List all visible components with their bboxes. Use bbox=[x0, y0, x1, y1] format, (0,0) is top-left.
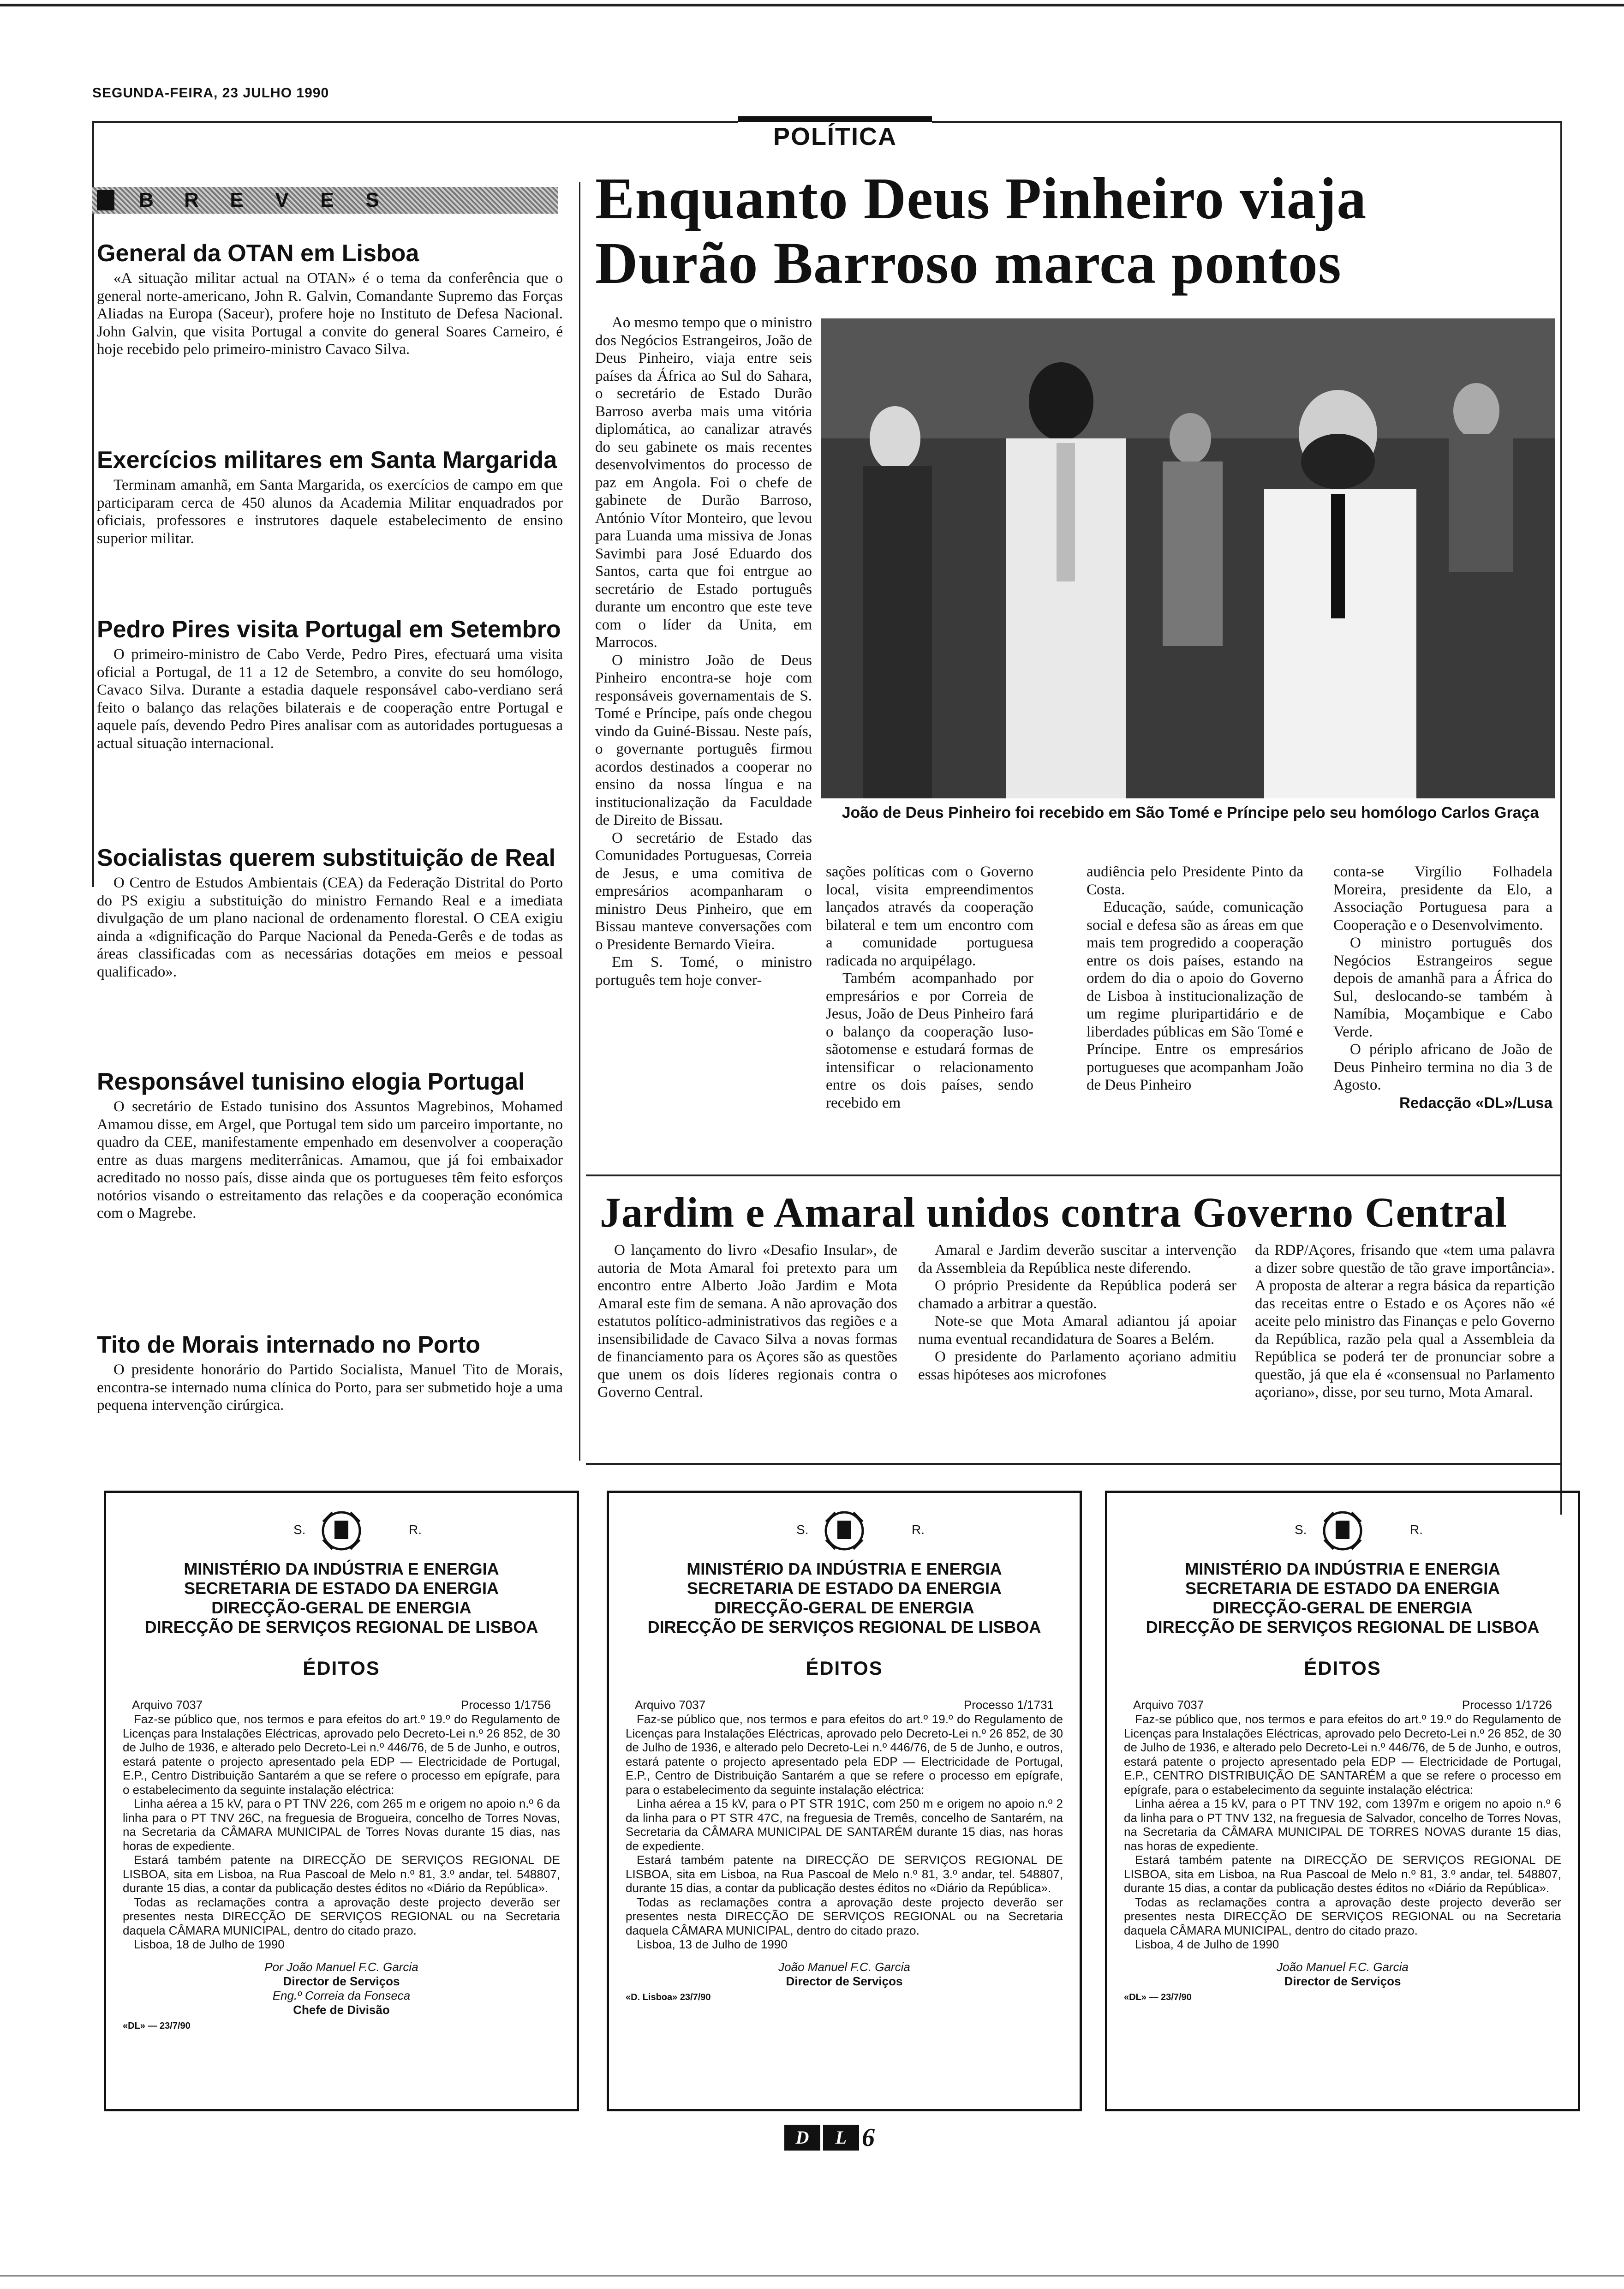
notice-signature bbox=[626, 1960, 1063, 1989]
signature-line: Por João Manuel F.C. Garcia bbox=[264, 1959, 418, 1974]
article-paragraph: O lançamento do livro «Desafio Insular», de autoria de Mota Amaral foi pretexto para um encontro entre Alberto João Jardim e Mota Amaral este fim de semana. A não aprovação dos estatutos político-administrativos das regiões e a insensibilidade de Cavaco Silva a novas formas de financiamento para os Açores são as questões que unem os dois líderes regionais contra o Governo Central. bbox=[597, 1242, 897, 1401]
article-paragraph: Ao mesmo tempo que o ministro dos Negócios Estrangeiros, João de Deus Pinheiro, viaja entre seis países da África ao Sul do Sahara, o secretário de Estado Durão Barroso averba mais uma vitória diplomática, ao canalizar através do seu gabinete os mais recentes desenvolvimentos do processo de paz em Angola. Foi o chefe de gabinete de Durão Barroso, António Vítor Monteiro, que levou para Luanda uma missiva de Jonas Savimbi para José Eduardo dos Santos, carta que foi entrgue ao secretário de Estado português durante um encontro que este teve com o líder da Unita, em Marrocos. bbox=[595, 314, 812, 651]
article-paragraph: Em S. Tomé, o ministro português tem hoje conver- bbox=[595, 954, 812, 989]
main-headline-line-1: Enquanto Deus Pinheiro viaja bbox=[595, 166, 1367, 231]
process-number: Processo 1/1731 bbox=[963, 1698, 1054, 1712]
article-paragraph: sações políticas com o Governo local, visita empreendimentos lançados através da cooperação bilateral e tem um encontro com a comunidade portuguesa radicada no arquipélago. bbox=[826, 863, 1033, 969]
notice-r-mark: R. bbox=[1410, 1522, 1423, 1537]
second-article-column-2 bbox=[918, 1241, 1236, 1384]
article-paragraph: Amaral e Jardim deverão suscitar a intervenção da Assembleia da República neste diferendo. bbox=[918, 1242, 1236, 1276]
notice-date: Lisboa, 18 de Julho de 1990 bbox=[134, 1937, 285, 1951]
article-paragraph: audiência pelo Presidente Pinto da Costa. bbox=[1087, 863, 1303, 898]
breves-letter: R bbox=[184, 189, 199, 211]
main-article-column-4 bbox=[1333, 863, 1552, 1112]
article-paragraph: Educação, saúde, comunicação social e defesa são as áreas em que mais tem progredido a cooperação entre os dois países, estando na ordem do dia o apoio do Governo de Lisboa à institucionalização de um regime pluripartidário e de liberdades públicas em São Tomé e Príncipe. Entre os empresários portugueses que acompanham João de Deus Pinheiro bbox=[1087, 899, 1303, 1093]
signature-line: Director de Serviços bbox=[1284, 1974, 1401, 1988]
brief-item bbox=[97, 616, 563, 752]
legal-notice bbox=[104, 1491, 579, 2111]
org-line: DIRECÇÃO DE SERVIÇOS REGIONAL DE LISBOA bbox=[144, 1618, 538, 1636]
article-paragraph: O ministro português dos Negócios Estrangeiros segue depois de amanhã para a África do Sul, deslocando-se também à Namíbia, Moçambique e Cabo Verde. bbox=[1333, 935, 1552, 1040]
notice-paragraph: Linha aérea a 15 kV, para o PT TNV 226, com 265 m e origem no apoio n.º 6 da linha para o PT TNV 26C, na freguesia de Brogueira, concelho de Torres Novas, na Secretaria da CÂMARA MUNICIPAL de Torres Novas durante 15 dias, nas horas de expediente. bbox=[123, 1797, 560, 1853]
org-line: SECRETARIA DE ESTADO DA ENERGIA bbox=[184, 1579, 499, 1598]
notice-s-mark: S. bbox=[293, 1522, 306, 1537]
brief-item bbox=[97, 845, 563, 981]
notice-signature bbox=[123, 1960, 560, 2017]
brief-text: Terminam amanhã, em Santa Margarida, os exercícios de campo em que participaram cerca de 450 alunos da Academia Militar enquadrados por oficiais, professores e instrutores daquele estabelecimento de ensino superior militar. bbox=[97, 477, 563, 547]
notice-r-mark: R. bbox=[912, 1522, 925, 1537]
notice-meta bbox=[1124, 1698, 1561, 1712]
notice-paragraph: Estará também patente na DIRECÇÃO DE SERVIÇOS REGIONAL DE LISBOA, sita em Lisboa, na Rua Pascoal de Melo n.º 81, 3.º andar, tel. 548807, durante 15 dias, a contar da publicação destes éditos no «Diário da República». bbox=[123, 1853, 560, 1895]
article-paragraph: da RDP/Açores, frisando que «tem uma palavra a dizer sobre questão de tão grave importância». A proposta de alterar a regra básica da repartição das receitas entre o Estado e os Açores não «é aceite pelo ministro das Finanças e pelo Governo da República, razão pela qual a Assembleia da República se poderá ter de pronunciar sobre a questão, já que ela é «consensual no Parlamento açoriano», disse, por seu turno, Mota Amaral. bbox=[1255, 1242, 1555, 1401]
main-headline bbox=[595, 166, 1555, 295]
org-line: SECRETARIA DE ESTADO DA ENERGIA bbox=[1185, 1579, 1500, 1598]
article-paragraph: conta-se Virgílio Folhadela Moreira, presidente da Elo, a Associação Portuguesa para a Cooperação e o Desenvolvimento. bbox=[1333, 863, 1552, 934]
org-line: MINISTÉRIO DA INDÚSTRIA E ENERGIA bbox=[184, 1559, 499, 1578]
notice-header-row bbox=[626, 1504, 1063, 1559]
brief-text: «A situação militar actual na OTAN» é o tema da conferência que o general norte-americano, John R. Galvin, Comandante Supremo das Forças Aliadas na Europa (Saceur), profere hoje no Instituto de Defesa Nacional. John Galvin, que visita Portugal a convite do general Soares Carneiro, é hoje recebido pelo primeiro-ministro Cavaco Silva. bbox=[97, 270, 563, 358]
notice-header-row bbox=[1124, 1504, 1561, 1559]
breves-square-icon bbox=[97, 190, 114, 210]
article-paragraph: O ministro João de Deus Pinheiro encontra-se hoje com responsáveis governamentais de S. Tomé e Príncipe, país onde chegou vindo da Guiné-Bissau. Neste país, o governante português firmou acordos destinados a cooperar no ensino da nossa língua e na institucionalização da Faculdade de Direito de Bissau. bbox=[595, 652, 812, 828]
article-paragraph: O próprio Presidente da República poderá ser chamado a arbitrar a questão. bbox=[918, 1277, 1236, 1312]
notice-paragraph: Faz-se público que, nos termos e para efeitos do art.º 19.º do Regulamento de Licenças para Instalações Eléctricas, aprovado pelo Decreto-Lei n.º 26 852, de 30 de Julho de 1936, e alterado pelo Decreto-Lei n.º 446/76, de 5 de Junho, e outros, estará patente o projecto apresentado pela EDP — Electricidade de Portugal, E.P., CENTRO DISTRIBUIÇÃO DE SANTARÉM a que se refere o processo em epígrafe, para o estabelecimento da seguinte instalação eléctrica: bbox=[1124, 1712, 1561, 1797]
notice-s-mark: S. bbox=[796, 1522, 809, 1537]
brief-title: Socialistas querem substituição de Real bbox=[97, 845, 556, 871]
notice-title: ÉDITOS bbox=[1304, 1657, 1381, 1679]
notice-body bbox=[1124, 1712, 1561, 1952]
notice-header-row bbox=[123, 1504, 560, 1559]
signature-line: Director de Serviços bbox=[283, 1974, 400, 1988]
notice-organization bbox=[123, 1559, 560, 1637]
notice-paragraph: Faz-se público que, nos termos e para efeitos do art.º 19.º do Regulamento de Licenças para Instalações Eléctricas, aprovado pelo Decreto-Lei n.º 26 852, de 30 de Julho de 1936, e alterado pelo Decreto-Lei n.º 446/76, de 5 de Junho, e outros, estará patente o projecto apresentado pela EDP — Electricidade de Portugal, E.P., Centro de Distribuição Santarém a que se refere o processo em epígrafe, para o estabelecimento da seguinte instalação eléctrica: bbox=[626, 1712, 1063, 1797]
section-header bbox=[738, 116, 932, 158]
column-divider bbox=[579, 182, 580, 1461]
breves-letter: B bbox=[139, 189, 154, 211]
org-line: DIRECÇÃO DE SERVIÇOS REGIONAL DE LISBOA bbox=[647, 1618, 1041, 1636]
breves-letter: E bbox=[230, 189, 244, 211]
signature-line: Eng.º Correia da Fonseca bbox=[272, 1988, 411, 2002]
notice-title: ÉDITOS bbox=[303, 1657, 380, 1679]
signature-line: Chefe de Divisão bbox=[293, 2002, 390, 2017]
second-article-column-3 bbox=[1255, 1241, 1555, 1402]
legal-notice bbox=[1105, 1491, 1580, 2111]
org-line: MINISTÉRIO DA INDÚSTRIA E ENERGIA bbox=[1185, 1559, 1500, 1578]
coat-of-arms-icon bbox=[819, 1508, 870, 1554]
notice-paragraph: Estará também patente na DIRECÇÃO DE SERVIÇOS REGIONAL DE LISBOA, sita em Lisboa, na Rua Pascoal de Melo n.º 81, 3.º andar, tel. 548807, durante 15 dias, a contar da publicação destes éditos no «Diário da República». bbox=[626, 1853, 1063, 1895]
breves-banner bbox=[92, 187, 558, 214]
brief-title: Responsável tunisino elogia Portugal bbox=[97, 1068, 525, 1095]
archive-number: Arquivo 7037 bbox=[635, 1698, 706, 1712]
archive-number: Arquivo 7037 bbox=[132, 1698, 203, 1712]
notice-organization bbox=[626, 1559, 1063, 1637]
news-photo bbox=[821, 318, 1555, 798]
breves-letter: E bbox=[320, 189, 334, 211]
org-line: SECRETARIA DE ESTADO DA ENERGIA bbox=[687, 1579, 1002, 1598]
notice-r-mark: R. bbox=[409, 1522, 422, 1537]
article-paragraph: Também acompanhado por empresários e por Correia de Jesus, João de Deus Pinheiro fará o balanço da cooperação luso-sãotomense e estudará formas de intensificar o relacionamento entre os dois países, sendo recebido em bbox=[826, 970, 1033, 1111]
article-paragraph: O presidente do Parlamento açoriano admitiu essas hipóteses aos microfones bbox=[918, 1348, 1236, 1383]
dl-logo-left: D bbox=[784, 2125, 820, 2151]
notice-paragraph: Todas as reclamações contra a aprovação deste projecto deverão ser presentes nesta DIRECÇÃO DE SERVIÇOS REGIONAL ou na Secretaria daquela CÂMARA MUNICIPAL, dentro do citado prazo. bbox=[1124, 1895, 1561, 1937]
signature-line: Director de Serviços bbox=[786, 1974, 903, 1988]
notice-paragraph: Todas as reclamações contra a aprovação deste projecto deverão ser presentes nesta DIRECÇÃO DE SERVIÇOS REGIONAL ou na Secretaria daquela CÂMARA MUNICIPAL, dentro do citado prazo. bbox=[626, 1895, 1063, 1937]
brief-title: General da OTAN em Lisboa bbox=[97, 240, 419, 267]
coat-of-arms-icon bbox=[1317, 1508, 1368, 1554]
brief-item bbox=[97, 240, 563, 359]
second-headline: Jardim e Amaral unidos contra Governo Central bbox=[600, 1189, 1507, 1236]
process-number: Processo 1/1756 bbox=[460, 1698, 551, 1712]
article-divider bbox=[586, 1174, 1560, 1176]
brief-title: Pedro Pires visita Portugal em Setembro bbox=[97, 616, 561, 643]
notice-meta bbox=[123, 1698, 560, 1712]
notice-paragraph: Linha aérea a 15 kV, para o PT TNV 192, com 1397m e origem no apoio n.º 6 da linha para o PT TNV 132, na freguesia de Salvador, concelho de Torres Novas, na Secretaria da CÂMARA MUNICIPAL DE TORRES NOVAS durante 15 dias, nas horas de expediente. bbox=[1124, 1797, 1561, 1853]
article-paragraph: Note-se que Mota Amaral adiantou já apoiar numa eventual recandidatura de Soares a Belém. bbox=[918, 1313, 1236, 1348]
org-line: DIRECÇÃO-GERAL DE ENERGIA bbox=[1212, 1598, 1473, 1617]
brief-item bbox=[97, 1068, 563, 1222]
notice-footer: «D. Lisboa» 23/7/90 bbox=[626, 1992, 711, 2002]
notice-meta bbox=[626, 1698, 1063, 1712]
notice-paragraph: Linha aérea a 15 kV, para o PT STR 191C, com 250 m e origem no apoio n.º 2 da linha para o PT STR 47C, na freguesia de Tremês, concelho de Santarém, na Secretaria da CÂMARA MUNICIPAL DE SANTARÉM durante 15 dias, nas horas de expediente. bbox=[626, 1797, 1063, 1853]
issue-date: SEGUNDA-FEIRA, 23 JULHO 1990 bbox=[92, 85, 329, 101]
brief-text: O presidente honorário do Partido Socialista, Manuel Tito de Morais, encontra-se internado numa clínica do Porto, para ser submetido hoje a uma pequena intervenção cirúrgica. bbox=[97, 1361, 563, 1414]
notice-paragraph: Faz-se público que, nos termos e para efeitos do art.º 19.º do Regulamento de Licenças para Instalações Eléctricas, aprovado pelo Decreto-Lei n.º 26 852, de 30 de Julho de 1936, e alterado pelo Decreto-Lei n.º 446/76, de 5 de Junho, e outros, estará patente o projecto apresentado pela EDP — Electricidade de Portugal, E.P., Centro Distribuição Santarém a que se refere o processo em epígrafe, para o estabelecimento da seguinte instalação eléctrica: bbox=[123, 1712, 560, 1797]
signature-line: João Manuel F.C. Garcia bbox=[1277, 1959, 1409, 1974]
frame-left-rule bbox=[92, 121, 94, 887]
brief-text: O Centro de Estudos Ambientais (CEA) da Federação Distrital do Porto do PS exigiu a substituição do ministro Fernando Real e a imediata divulgação de um plano nacional de ordenamento florestal. O CEA exigiu ainda a «dignificação do Parque Nacional da Peneda-Gerês e de todas as áreas classificadas com as necessárias dotações em meios e pessoal qualificado». bbox=[97, 875, 563, 980]
archive-number: Arquivo 7037 bbox=[1133, 1698, 1204, 1712]
main-article-column-3 bbox=[1087, 863, 1303, 1094]
main-article-column-2 bbox=[826, 863, 1033, 1112]
article-signature: Redacção «DL»/Lusa bbox=[1399, 1094, 1552, 1111]
breves-letter: V bbox=[275, 189, 289, 211]
brief-item bbox=[97, 1331, 563, 1414]
photo-illustration bbox=[821, 318, 1555, 798]
article-bottom-rule bbox=[586, 1463, 1560, 1465]
coat-of-arms-icon bbox=[316, 1508, 367, 1554]
legal-notice bbox=[607, 1491, 1082, 2111]
article-paragraph: O secretário de Estado das Comunidades Portuguesas, Correia de Jesus, e uma comitiva de empresários acompanharam o ministro Deus Pinheiro, que em Bissau manteve conversações com o Presidente Bernardo Vieira. bbox=[595, 829, 812, 953]
notice-date: Lisboa, 4 de Julho de 1990 bbox=[1135, 1937, 1279, 1951]
org-line: DIRECÇÃO-GERAL DE ENERGIA bbox=[714, 1598, 974, 1617]
org-line: DIRECÇÃO DE SERVIÇOS REGIONAL DE LISBOA bbox=[1146, 1618, 1540, 1636]
breves-letter: S bbox=[365, 189, 379, 211]
dl-logo-right: L bbox=[823, 2125, 859, 2151]
page-number: 6 bbox=[862, 2123, 875, 2152]
brief-text: O primeiro-ministro de Cabo Verde, Pedro Pires, efectuará uma visita oficial a Portugal, de 11 a 12 de Setembro, a convite do seu homólogo, Cavaco Silva. Durante a estadia daquele responsável cabo-verdiano será feito o balanço das relações bilaterais e de cooperação entre Portugal e aquele país, devendo Pedro Pires analisar com as autoridades portuguesas a actual situação internacional. bbox=[97, 646, 563, 752]
brief-title: Exercícios militares em Santa Margarida bbox=[97, 447, 557, 473]
brief-text: O secretário de Estado tunisino dos Assuntos Magrebinos, Mohamed Amamou disse, em Argel, que Portugal tem sido um parceiro importante, no quadro da CEE, manifestamente empenhado em desenvolver a cooperação entre as duas margens mediterrânicas. Amamou, que já foi embaixador acreditado no nosso país, disse ainda que os portugueses têm feito esforços notórios visando o estreitamento das relações e da cooperação económica com o Magrebe. bbox=[97, 1098, 563, 1222]
main-headline-line-2: Durão Barroso marca pontos bbox=[595, 230, 1342, 296]
notice-body bbox=[123, 1712, 560, 1952]
photo-caption: João de Deus Pinheiro foi recebido em São Tomé e Príncipe pelo seu homólogo Carlos Graça bbox=[842, 804, 1539, 821]
top-rule bbox=[0, 4, 1624, 6]
signature-line: João Manuel F.C. Garcia bbox=[778, 1959, 910, 1974]
org-line: MINISTÉRIO DA INDÚSTRIA E ENERGIA bbox=[687, 1559, 1002, 1578]
notice-paragraph: Todas as reclamações contra a aprovação deste projecto deverão ser presentes nesta DIRECÇÃO DE SERVIÇOS REGIONAL ou na Secretaria daquela CÂMARA MUNICIPAL, dentro do citado prazo. bbox=[123, 1895, 560, 1937]
notice-paragraph: Estará também patente na DIRECÇÃO DE SERVIÇOS REGIONAL DE LISBOA, sita em Lisboa, na Rua Pascoal de Melo n.º 81, 3.º andar, tel. 548807, durante 15 dias, a contar da publicação destes éditos no «Diário da República». bbox=[1124, 1853, 1561, 1895]
process-number: Processo 1/1726 bbox=[1462, 1698, 1552, 1712]
notice-organization bbox=[1124, 1559, 1561, 1637]
article-paragraph: O périplo africano de João de Deus Pinheiro termina no dia 3 de Agosto. bbox=[1333, 1041, 1552, 1093]
second-article-column-1 bbox=[597, 1241, 897, 1402]
notice-footer: «DL» — 23/7/90 bbox=[1124, 1992, 1192, 2002]
section-label: POLÍTICA bbox=[773, 123, 897, 150]
notice-title: ÉDITOS bbox=[806, 1657, 883, 1679]
notice-footer: «DL» — 23/7/90 bbox=[123, 2020, 191, 2031]
page-footer bbox=[784, 2123, 875, 2152]
notice-date: Lisboa, 13 de Julho de 1990 bbox=[637, 1937, 788, 1951]
org-line: DIRECÇÃO-GERAL DE ENERGIA bbox=[211, 1598, 472, 1617]
main-article-column-1 bbox=[595, 314, 812, 989]
notice-body bbox=[626, 1712, 1063, 1952]
notice-signature bbox=[1124, 1960, 1561, 1989]
brief-title: Tito de Morais internado no Porto bbox=[97, 1331, 481, 1358]
notice-s-mark: S. bbox=[1295, 1522, 1307, 1537]
bottom-rule bbox=[0, 2275, 1624, 2277]
brief-item bbox=[97, 447, 563, 547]
frame-right-rule bbox=[1560, 121, 1562, 1515]
